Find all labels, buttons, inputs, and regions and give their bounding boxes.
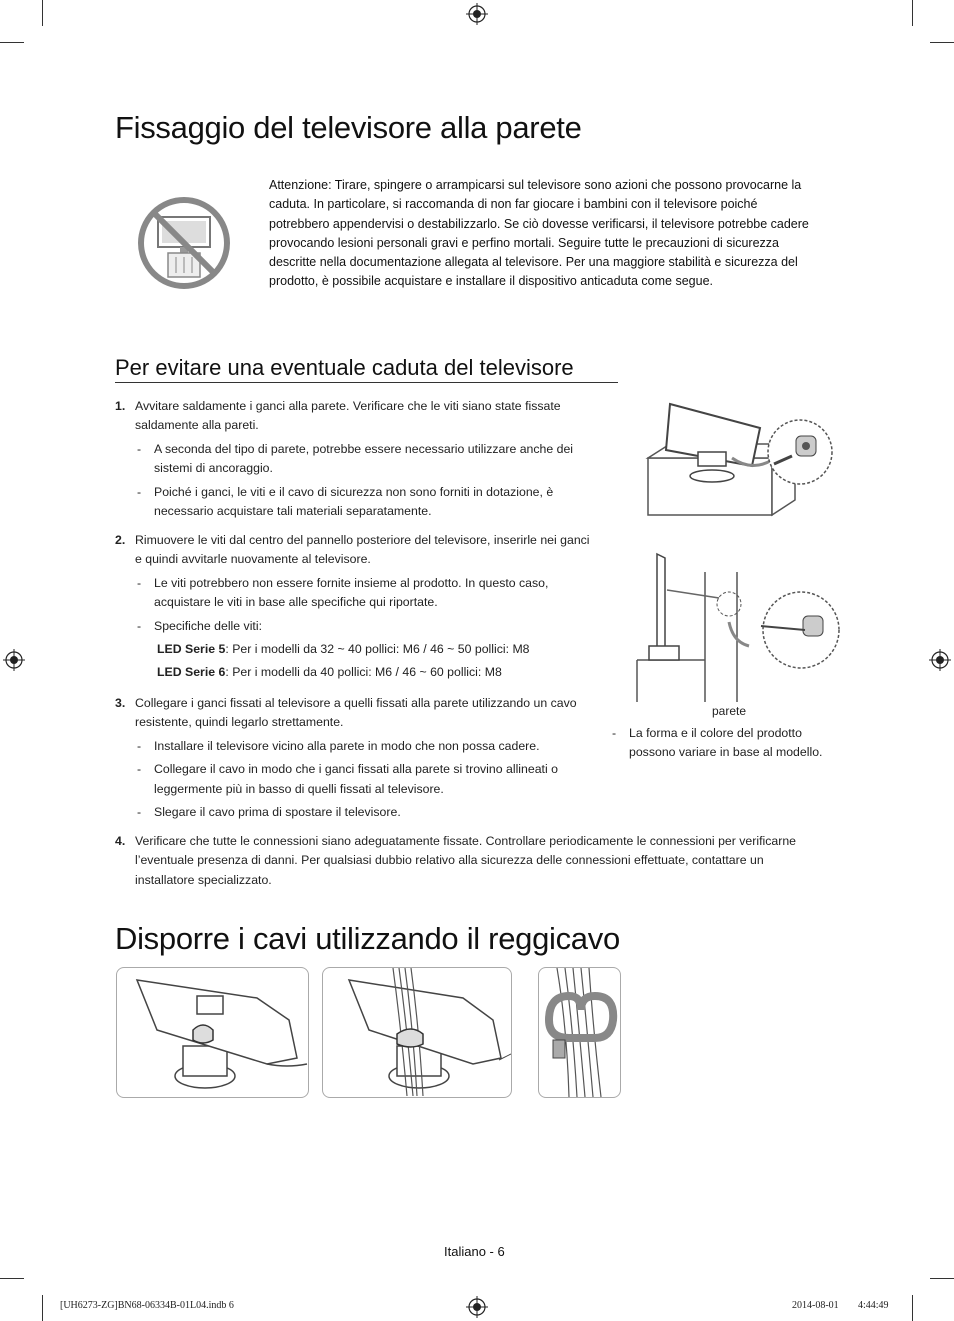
wall-label: parete — [712, 704, 747, 718]
step-sub-item: - Le viti potrebbero non essere fornite insieme al prodotto. In questo caso, acquistare le viti in base alle specifiche qui riportate. — [137, 575, 549, 610]
crosshair-mark-icon — [929, 649, 951, 671]
cable-holder-panel-2 — [322, 967, 512, 1098]
crop-mark — [42, 0, 43, 26]
crosshair-mark-icon — [466, 1296, 488, 1318]
step-2 — [115, 531, 590, 683]
crop-mark — [0, 1278, 24, 1279]
crop-mark — [930, 1278, 954, 1279]
step-number: 4. — [115, 834, 126, 848]
print-date: 2014-08-01 — [792, 1300, 839, 1311]
section-divider — [115, 382, 618, 383]
crosshair-mark-icon — [466, 3, 488, 25]
step-sub-item: - Specifiche delle viti: — [137, 618, 262, 633]
page-title: Fissaggio del televisore alla parete — [115, 110, 582, 145]
no-climbing-icon — [136, 195, 232, 291]
crop-mark — [912, 0, 913, 26]
section-title: Per evitare una eventuale caduta del televisore — [115, 355, 574, 380]
crop-mark — [0, 42, 24, 43]
step-sub-item: - Slegare il cavo prima di spostare il televisore. — [137, 805, 401, 820]
step-number: 2. — [115, 533, 126, 547]
crop-mark — [930, 42, 954, 43]
wall-cable-illustration — [635, 550, 845, 705]
tv-stand-illustration — [640, 400, 840, 522]
step-4 — [115, 832, 825, 890]
warning-paragraph: Attenzione: Tirare, spingere o arrampicarsi sul televisore sono azioni che possono provocarne la caduta. In particolare, si raccomanda di non far giocare i bambini con il televisore poiché potrebbero appendervisi o destabilizzarlo. Se ciò dovesse verificarsi, il televisore potrebbe cadere provocando lesioni personali gravi e perfino mortali. Seguire tutte le precauzioni di sicurezza descritte nella documentazione allegata al televisore. Per una maggiore stabilità e sicurezza del prodotto, è possibile acquistare e installare il dispositivo anticaduta come segue. — [269, 178, 809, 289]
step-number: 1. — [115, 399, 126, 413]
cable-section-title: Disporre i cavi utilizzando il reggicavo — [115, 921, 620, 956]
figure-note: - La forma e il colore del prodotto possono variare in base al modello. — [612, 726, 823, 760]
step-3 — [115, 694, 590, 822]
crop-mark — [42, 1295, 43, 1321]
cable-holder-illustration — [323, 968, 511, 1097]
screw-spec: LED Serie 6: Per i modelli da 40 pollici: M6 / 46 ~ 60 pollici: M8 — [157, 665, 502, 680]
step-1 — [115, 397, 590, 521]
step-sub-item: - Poiché i ganci, le viti e il cavo di sicurezza non sono forniti in dotazione, è necessario acquistare tali materiali separatamente. — [137, 484, 554, 519]
print-time: 4:44:49 — [858, 1300, 889, 1311]
step-text: Verificare che tutte le connessioni siano adeguatamente fissate. Controllare periodicamente le connessioni per verificarne l’eventuale presenza di danni. Per qualsiasi dubbio relativo alla sicurezza delle connessioni effettuate, contattare un installatore specializzato. — [135, 834, 796, 887]
step-text: Rimuovere le viti dal centro del pannello posteriore del televisore, inserirle nei ganci e quindi avvitarle nuovamente al televisore. — [135, 533, 590, 567]
step-text: Collegare i ganci fissati al televisore a quelli fissati alla parete utilizzando un cavo resistente, quindi legarlo strettamente. — [135, 696, 577, 730]
crop-mark — [912, 1295, 913, 1321]
step-sub-item: - A seconda del tipo di parete, potrebbe essere necessario utilizzare anche dei sistemi di ancoraggio. — [137, 441, 574, 476]
step-number: 3. — [115, 696, 126, 710]
cable-holder-illustration — [117, 968, 308, 1097]
screw-spec: LED Serie 5: Per i modelli da 32 ~ 40 pollici: M6 / 46 ~ 50 pollici: M8 — [157, 642, 530, 657]
step-sub-item: - Installare il televisore vicino alla parete in modo che non possa cadere. — [137, 738, 540, 753]
crosshair-mark-icon — [3, 649, 25, 671]
file-info: [UH6273-ZG]BN68-06334B-01L04.indb 6 — [60, 1300, 234, 1311]
cable-holder-panel-3 — [538, 967, 621, 1098]
step-sub-item: - Collegare il cavo in modo che i ganci fissati alla parete si trovino allineati o leggermente più in basso di quelli fissati al televisore. — [137, 762, 558, 796]
cable-holder-panel-1 — [116, 967, 309, 1098]
page-number: Italiano - 6 — [444, 1244, 505, 1259]
cable-holder-illustration — [539, 968, 620, 1097]
step-text: Avvitare saldamente i ganci alla parete. Verificare che le viti siano state fissate saldamente alla pareti. — [135, 399, 561, 433]
